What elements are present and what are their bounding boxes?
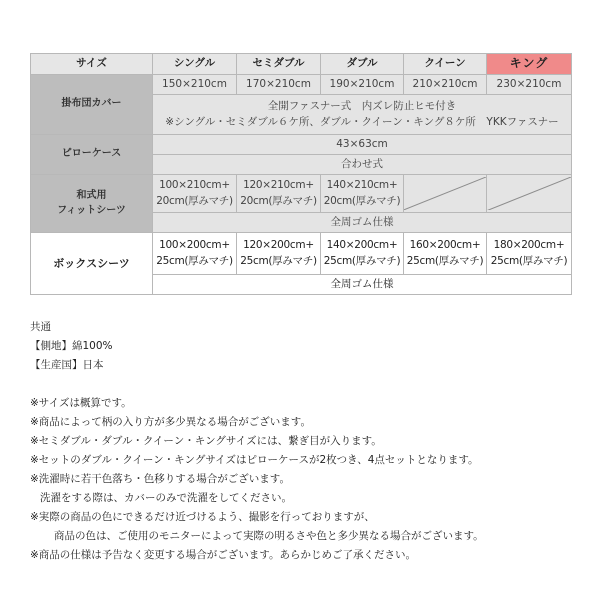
diagonal-slash-icon <box>487 177 571 211</box>
box-dim-semi-double-depth: 25cm(厚みマチ) <box>240 254 317 267</box>
box-sheet-note: 全周ゴム仕様 <box>153 275 572 295</box>
box-dims-row <box>31 233 572 275</box>
note-line: 洗濯をする際は、カバーのみで洗濯をしてください。 <box>40 492 292 504</box>
size-spec-table <box>30 53 572 295</box>
comforter-dim-semi-double: 170×210cm <box>237 75 321 95</box>
box-dim-double-size: 140×200cm+ <box>326 239 398 252</box>
comforter-note <box>153 95 572 135</box>
comforter-dim-single: 150×210cm <box>153 75 237 95</box>
fitted-dim-single-size: 100×210cm+ <box>159 179 230 192</box>
fitted-dims-row <box>31 175 572 213</box>
fitted-dim-semi-double <box>237 175 321 213</box>
pillow-case-label: ピローケース <box>31 135 153 175</box>
note-line: 商品の色は、ご使用のモニターによって実際の明るさや色と多少異なる場合がございます。 <box>54 530 484 542</box>
note-line: ※洗濯時に若干色落ち・色移りする場合がございます。 <box>30 473 290 485</box>
size-single: シングル <box>153 54 237 75</box>
header-row <box>31 54 572 75</box>
note-line: ※商品の仕様は予告なく変更する場合がございます。あらかじめご了承ください。 <box>30 549 416 561</box>
comforter-note-line2: ※シングル・セミダブル６ケ所、ダブル・クイーン・キング８ケ所 YKKファスナー <box>165 115 559 128</box>
box-dim-double-depth: 25cm(厚みマチ) <box>323 254 401 267</box>
box-dim-semi-double-size: 120×200cm+ <box>243 239 314 252</box>
box-dim-semi-double <box>237 233 321 275</box>
fitted-not-available-queen <box>404 175 487 213</box>
box-dim-double <box>321 233 404 275</box>
box-dim-king-size: 180×200cm+ <box>493 239 565 252</box>
notes-common: 共通 <box>30 321 51 333</box>
fitted-dim-double-size: 140×210cm+ <box>326 179 398 192</box>
fitted-dim-single <box>153 175 237 213</box>
fitted-sheet-note: 全周ゴム仕様 <box>153 213 572 233</box>
note-line: ※セットのダブル・クイーン・キングサイズはピローケースが2枚つき、4点セットとなります。 <box>30 454 479 466</box>
box-dim-king <box>487 233 572 275</box>
fitted-dim-double <box>321 175 404 213</box>
fitted-dim-single-depth: 20cm(厚みマチ) <box>156 194 233 207</box>
notes-fabric: 【側地】綿100% <box>30 340 113 352</box>
fitted-dim-semi-double-size: 120×210cm+ <box>243 179 314 192</box>
comforter-dims-row <box>31 75 572 95</box>
size-double: ダブル <box>321 54 404 75</box>
fitted-sheet-label <box>31 175 153 233</box>
pillow-case-type: 合わせ式 <box>153 155 572 175</box>
comforter-cover-label: 掛布団カバー <box>31 75 153 135</box>
note-line: ※セミダブル・ダブル・クイーン・キングサイズには、繋ぎ目が入ります。 <box>30 435 382 447</box>
fitted-sheet-label-line1: 和式用 <box>76 190 107 201</box>
box-dim-queen-depth: 25cm(厚みマチ) <box>406 254 484 267</box>
box-sheet-label: ボックスシーツ <box>31 233 153 295</box>
box-dim-queen <box>404 233 487 275</box>
notes-origin: 【生産国】日本 <box>30 359 104 371</box>
box-dim-single-size: 100×200cm+ <box>159 239 230 252</box>
box-dim-king-depth: 25cm(厚みマチ) <box>490 254 568 267</box>
comforter-dim-double: 190×210cm <box>321 75 404 95</box>
size-king: キング <box>487 54 572 75</box>
box-dim-single-depth: 25cm(厚みマチ) <box>156 254 233 267</box>
fitted-dim-double-depth: 20cm(厚みマチ) <box>323 194 401 207</box>
comforter-note-line1: 全開ファスナー式 内ズレ防止ヒモ付き <box>267 100 457 113</box>
note-line: ※商品によって柄の入り方が多少異なる場合がございます。 <box>30 416 311 428</box>
diagonal-slash-icon <box>404 177 486 210</box>
size-queen: クイーン <box>404 54 487 75</box>
pillow-case-size: 43×63cm <box>153 135 572 155</box>
size-semi-double: セミダブル <box>237 54 321 75</box>
note-line: ※サイズは概算です。 <box>30 397 132 409</box>
fitted-dim-semi-double-depth: 20cm(厚みマチ) <box>240 194 317 207</box>
size-header-label: サイズ <box>31 54 153 75</box>
note-line: ※実際の商品の色にできるだけ近づけるよう、撮影を行っておりますが、 <box>30 511 375 523</box>
notes-spacer <box>30 375 484 394</box>
fitted-sheet-label-line2: フィットシーツ <box>57 204 126 216</box>
box-dim-queen-size: 160×200cm+ <box>409 239 481 252</box>
comforter-dim-queen: 210×210cm <box>404 75 487 95</box>
pillow-size-row <box>31 135 572 155</box>
product-notes <box>30 318 484 565</box>
box-dim-single <box>153 233 237 275</box>
fitted-not-available-king <box>487 175 572 213</box>
comforter-dim-king: 230×210cm <box>487 75 572 95</box>
